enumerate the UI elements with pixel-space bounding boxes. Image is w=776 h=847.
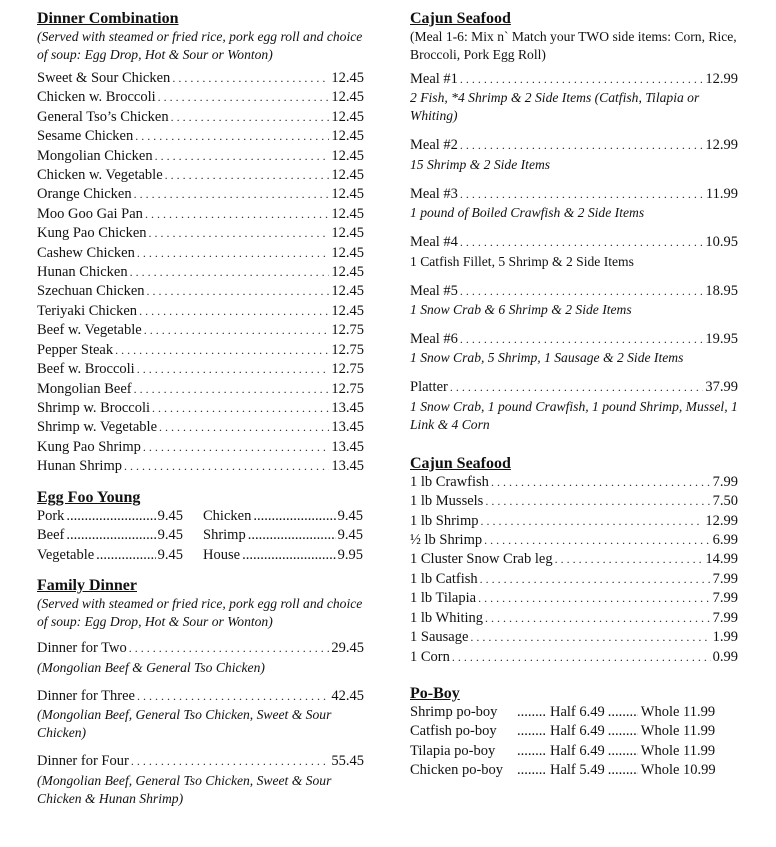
item-name: Szechuan Chicken [37, 283, 145, 300]
item-name: ½ lb Shrimp [410, 532, 483, 549]
menu-item [410, 570, 738, 589]
dot-leader [147, 282, 330, 301]
dinner-combination-section [37, 10, 364, 477]
item-name: Hunan Shrimp [37, 458, 122, 475]
item-name: Moo Goo Gai Pan [37, 205, 143, 222]
menu-item [410, 233, 738, 252]
dot-leader [134, 380, 330, 399]
menu-item [203, 546, 363, 566]
item-price: 12.75 [331, 380, 364, 397]
item-price: 9.45 [157, 507, 183, 524]
section-note: (Served with steamed or fried rice, pork egg roll and choice of soup: Egg Drop, Hot & Sour or Wonton) [37, 596, 363, 630]
item-price: 9.95 [337, 546, 363, 563]
dot-leader [171, 108, 330, 127]
dot-leader [115, 341, 329, 360]
item-name: Pepper Steak [37, 341, 114, 358]
family-dinner-section [37, 577, 364, 807]
dot-leader [135, 127, 329, 146]
item-price: 9.45 [337, 507, 363, 524]
item-price: 7.99 [712, 473, 738, 490]
dot-leader [144, 321, 330, 340]
dot-leader [66, 507, 155, 526]
item-price: 12.45 [331, 283, 364, 300]
dot-leader [242, 546, 336, 565]
dot-leader [608, 742, 638, 761]
item-name: Pork [37, 507, 65, 524]
item-name: Meal #4 [410, 234, 458, 251]
item-name: 1 lb Catfish [410, 570, 478, 587]
menu-item [37, 263, 364, 282]
menu-item [410, 473, 738, 492]
menu-item [37, 418, 364, 437]
item-name: Platter [410, 379, 448, 396]
cajun-meal-item [410, 282, 738, 319]
menu-item [37, 380, 364, 399]
menu-item [37, 639, 364, 658]
dot-leader [450, 378, 704, 397]
item-name: Hunan Chicken [37, 264, 128, 281]
whole-price: Whole 11.99 [640, 703, 716, 720]
item-name: Shrimp w. Broccoli [37, 399, 151, 416]
dot-leader [491, 473, 711, 492]
whole-price: Whole 10.99 [640, 762, 716, 779]
menu-item [37, 69, 364, 88]
item-price: 12.99 [705, 137, 738, 154]
item-price: 12.99 [705, 71, 738, 87]
menu-item [37, 457, 364, 476]
dot-leader [155, 147, 330, 166]
item-price: 9.45 [157, 527, 183, 544]
item-name: 1 lb Tilapia [410, 590, 477, 607]
dot-leader [460, 282, 703, 301]
item-price: 11.99 [705, 185, 738, 202]
item-name: Meal #6 [410, 331, 458, 348]
item-name: 1 lb Shrimp [410, 512, 479, 529]
item-name: Cashew Chicken [37, 244, 135, 261]
right-column [410, 10, 738, 781]
po-boy-item [410, 761, 738, 780]
item-name: Dinner for Two [37, 640, 127, 657]
cajun-meal-item [410, 136, 738, 173]
dot-leader [460, 136, 703, 155]
item-name: Tilapia po-boy [410, 742, 496, 759]
po-boy-item [410, 703, 738, 722]
item-name: Orange Chicken [37, 186, 132, 203]
item-name: Beef [37, 527, 65, 544]
item-description: 15 Shrimp & 2 Side Items [410, 156, 551, 172]
cajun-alacarte-list [410, 473, 738, 667]
menu-item [410, 648, 738, 667]
item-price: 42.45 [331, 687, 364, 704]
item-price: 12.45 [331, 205, 364, 222]
item-price: 12.75 [331, 361, 364, 378]
menu-item [410, 550, 738, 569]
menu-item [37, 687, 364, 706]
item-name: Chicken po-boy [410, 762, 504, 779]
half-price: Half 6.49 [550, 742, 605, 759]
menu-item [37, 507, 183, 527]
egg-foo-young-row [37, 507, 364, 527]
menu-item [37, 244, 364, 263]
item-name: 1 Cluster Snow Crab leg [410, 551, 553, 568]
item-price: 13.45 [331, 419, 364, 436]
item-name: House [203, 546, 241, 563]
menu-item [37, 526, 183, 546]
po-boy-section [410, 685, 738, 781]
dot-leader [137, 687, 329, 706]
item-price: 7.99 [712, 609, 738, 626]
dot-leader [131, 752, 330, 771]
menu-item [37, 166, 364, 185]
section-title: Po-Boy [410, 684, 460, 702]
item-description: (Mongolian Beef, General Tso Chicken, Sweet & Sour Chicken & Hunan Shrimp) [37, 772, 332, 806]
item-name: Sweet & Sour Chicken [37, 70, 171, 86]
section-title: Egg Foo Young [37, 488, 141, 506]
item-description: 1 Snow Crab, 1 pound Crawfish, 1 pound Shrimp, Mussel, 1 Link & 4 Corn [410, 398, 738, 432]
item-name: 1 lb Crawfish [410, 473, 489, 490]
dot-leader [485, 609, 711, 628]
item-price: 12.45 [331, 302, 364, 319]
menu-item [37, 185, 364, 204]
item-price: 12.45 [331, 70, 364, 86]
item-price: 12.45 [331, 108, 364, 125]
menu-item [410, 282, 738, 301]
menu-item [410, 185, 738, 204]
item-price: 37.99 [705, 379, 738, 396]
item-name: 1 Sausage [410, 629, 469, 646]
item-price: 6.99 [712, 532, 738, 549]
item-description: 2 Fish, *4 Shrimp & 2 Side Items (Catfish, Tilapia or Whiting) [410, 90, 700, 124]
egg-foo-young-row [37, 546, 364, 566]
dot-leader [137, 360, 330, 379]
dot-leader [172, 69, 329, 88]
item-name: Catfish po-boy [410, 723, 497, 740]
item-price: 12.75 [331, 341, 364, 358]
dot-leader [96, 546, 155, 565]
item-price: 13.45 [331, 458, 364, 475]
section-title: Cajun Seafood [410, 454, 511, 472]
dot-leader [517, 703, 547, 722]
item-price: 7.99 [712, 590, 738, 607]
menu-item [410, 70, 738, 89]
item-name: Dinner for Three [37, 687, 135, 704]
dot-leader [460, 330, 703, 349]
dot-leader [485, 492, 710, 511]
dot-leader [129, 639, 330, 658]
menu-item [37, 205, 364, 224]
menu-item [37, 282, 364, 301]
item-name: Teriyaki Chicken [37, 302, 138, 319]
dot-leader [517, 722, 547, 741]
item-price: 14.99 [705, 551, 738, 568]
dot-leader [460, 185, 704, 204]
item-name: Kung Pao Chicken [37, 225, 147, 242]
menu-item [37, 341, 364, 360]
item-name: Chicken w. Vegetable [37, 167, 163, 184]
po-boy-item [410, 742, 738, 761]
menu-item [410, 492, 738, 511]
item-description: 1 Snow Crab & 6 Shrimp & 2 Side Items [410, 302, 632, 318]
item-price: 12.99 [705, 512, 738, 529]
dot-leader [137, 244, 330, 263]
menu-item [203, 507, 363, 527]
item-description: 1 Catfish Fillet, 5 Shrimp & 2 Side Items [410, 253, 634, 269]
section-title: Dinner Combination [37, 10, 179, 27]
menu-item [37, 224, 364, 243]
menu-item [410, 378, 738, 397]
dot-leader [460, 70, 703, 89]
menu-item [37, 127, 364, 146]
dot-leader [143, 438, 329, 457]
section-note: (Meal 1-6: Mix n` Match your TWO side items: Corn, Rice, Broccoli, Pork Egg Roll) [410, 29, 737, 62]
dot-leader [145, 205, 329, 224]
dot-leader [608, 722, 638, 741]
menu-item [37, 302, 364, 321]
dot-leader [555, 550, 704, 569]
item-name: Beef w. Vegetable [37, 322, 142, 339]
whole-price: Whole 11.99 [640, 723, 716, 740]
menu-item [37, 546, 183, 566]
cajun-alacarte-section [410, 455, 738, 667]
item-name: Shrimp w. Vegetable [37, 419, 158, 436]
item-name: Chicken [203, 507, 252, 524]
item-price: 9.45 [337, 527, 363, 544]
half-price: Half 5.49 [550, 762, 605, 779]
item-price: 10.95 [705, 234, 738, 251]
item-price: 12.75 [331, 322, 364, 339]
half-price: Half 6.49 [550, 723, 605, 740]
whole-price: Whole 11.99 [640, 742, 716, 759]
menu-item [37, 108, 364, 127]
egg-foo-young-section [37, 489, 364, 566]
dot-leader [139, 302, 329, 321]
item-name: Meal #1 [410, 71, 458, 87]
item-name: 1 lb Whiting [410, 609, 484, 626]
dot-leader [253, 507, 335, 526]
dot-leader [480, 512, 703, 531]
menu-item [410, 136, 738, 155]
menu-item [37, 321, 364, 340]
item-name: 1 Corn [410, 648, 450, 665]
dot-leader [452, 648, 711, 667]
cajun-meal-item [410, 330, 738, 367]
menu-item [37, 147, 364, 166]
menu-item [37, 399, 364, 418]
item-price: 1.99 [712, 629, 738, 646]
dot-leader [478, 589, 711, 608]
dot-leader [159, 418, 329, 437]
item-price: 12.45 [331, 128, 364, 145]
item-description: (Mongolian Beef, General Tso Chicken, Sweet & Sour Chicken) [37, 707, 332, 741]
family-dinner-item [37, 639, 364, 676]
section-title: Family Dinner [37, 577, 137, 595]
item-price: 18.95 [705, 282, 738, 299]
cajun-meal-item [410, 378, 738, 433]
menu-item [203, 526, 363, 546]
menu-item [37, 438, 364, 457]
section-note: (Served with steamed or fried rice, pork egg roll and choice of soup: Egg Drop, Hot & Sour or Wonton) [37, 29, 363, 62]
item-price: 13.45 [331, 438, 364, 455]
item-price: 7.99 [712, 570, 738, 587]
half-price: Half 6.49 [550, 703, 605, 720]
item-name: Meal #5 [410, 282, 458, 299]
menu-item [37, 88, 364, 107]
dot-leader [248, 526, 336, 545]
egg-foo-young-list [37, 507, 364, 566]
item-price: 12.45 [331, 186, 364, 203]
dot-leader [149, 224, 330, 243]
egg-foo-young-row [37, 526, 364, 546]
dot-leader [460, 233, 703, 252]
left-column [37, 10, 364, 818]
item-description: 1 pound of Boiled Crawfish & 2 Side Items [410, 205, 645, 221]
family-dinner-item [37, 687, 364, 742]
dot-leader [608, 703, 638, 722]
item-name: Mongolian Beef [37, 380, 132, 397]
dot-leader [517, 761, 547, 780]
item-price: 13.45 [331, 399, 364, 416]
dot-leader [165, 166, 330, 185]
item-name: General Tso’s Chicken [37, 108, 169, 125]
item-price: 7.50 [712, 493, 738, 510]
section-title: Cajun Seafood [410, 10, 511, 27]
family-dinner-list [37, 639, 364, 807]
item-price: 19.95 [705, 331, 738, 348]
item-name: Meal #3 [410, 185, 458, 202]
dot-leader [66, 526, 155, 545]
dot-leader [517, 742, 547, 761]
item-price: 12.45 [331, 147, 364, 164]
menu-item [37, 360, 364, 379]
dot-leader [158, 88, 330, 107]
family-dinner-item [37, 752, 364, 807]
cajun-meal-item [410, 70, 738, 125]
item-name: Beef w. Broccoli [37, 361, 135, 378]
dot-leader [608, 761, 638, 780]
item-price: 12.45 [331, 264, 364, 281]
item-name: Chicken w. Broccoli [37, 89, 156, 106]
cajun-meal-item [410, 233, 738, 270]
item-price: 29.45 [331, 640, 364, 657]
item-price: 55.45 [331, 753, 364, 770]
item-description: (Mongolian Beef & General Tso Chicken) [37, 659, 265, 675]
item-name: Shrimp po-boy [410, 703, 498, 720]
cajun-meal-item [410, 185, 738, 222]
item-name: Dinner for Four [37, 753, 129, 770]
item-description: 1 Snow Crab, 5 Shrimp, 1 Sausage & 2 Side Items [410, 350, 684, 366]
item-name: Sesame Chicken [37, 128, 134, 145]
item-price: 12.45 [331, 244, 364, 261]
dot-leader [130, 263, 330, 282]
item-price: 12.45 [331, 225, 364, 242]
menu-item [410, 512, 738, 531]
item-name: Mongolian Chicken [37, 147, 153, 164]
menu-item [410, 531, 738, 550]
dot-leader [480, 570, 711, 589]
dot-leader [470, 628, 710, 647]
dot-leader [152, 399, 329, 418]
menu-item [410, 609, 738, 628]
cajun-meals-section [410, 10, 738, 434]
item-name: Vegetable [37, 546, 95, 563]
po-boy-list [410, 703, 738, 781]
item-name: Meal #2 [410, 137, 458, 154]
dot-leader [484, 531, 711, 550]
menu-item [410, 589, 738, 608]
item-price: 9.45 [157, 546, 183, 563]
item-price: 12.45 [331, 167, 364, 184]
item-price: 12.45 [331, 89, 364, 106]
cajun-meals-list [410, 70, 738, 434]
dinner-combination-list [37, 69, 364, 477]
item-name: Shrimp [203, 527, 246, 544]
dot-leader [124, 457, 329, 476]
menu-item [410, 330, 738, 349]
item-name: Kung Pao Shrimp [37, 438, 141, 455]
item-name: 1 lb Mussels [410, 493, 484, 510]
item-price: 0.99 [712, 648, 738, 665]
dot-leader [134, 185, 330, 204]
menu-item [410, 628, 738, 647]
menu-item [37, 752, 364, 771]
po-boy-item [410, 722, 738, 741]
